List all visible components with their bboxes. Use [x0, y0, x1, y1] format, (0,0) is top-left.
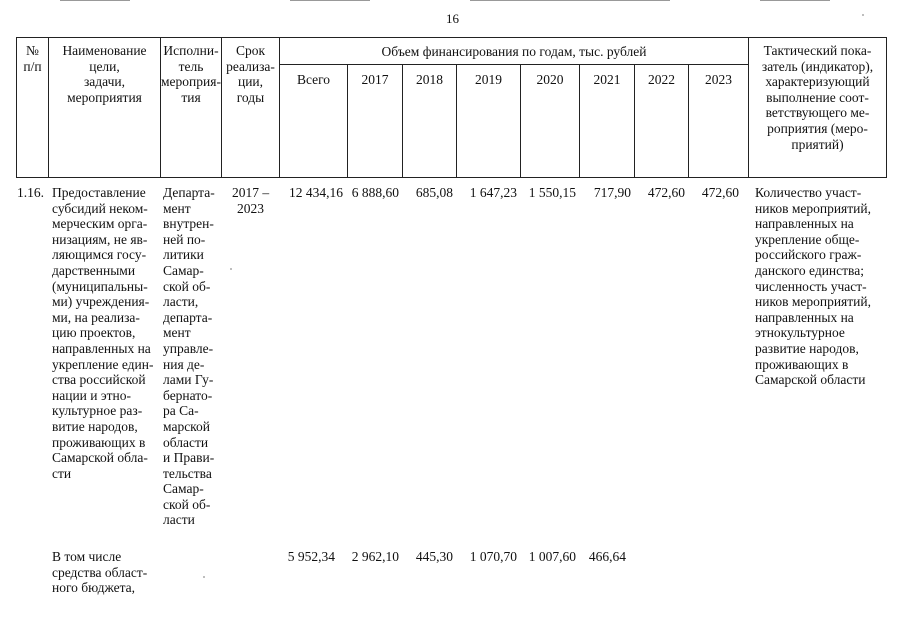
header-year-2021: 2021	[593, 72, 621, 87]
subrow-value-2017: 2 962,10	[351, 549, 399, 564]
header-year-2018: 2018	[416, 72, 443, 87]
row-value-2021: 717,90	[593, 185, 631, 200]
subrow-total: 5 952,34	[287, 549, 335, 564]
row-value-2020: 1 550,15	[528, 185, 576, 200]
row-total: 12 434,16	[289, 185, 343, 200]
row-indicator: Количество участ- ников мероприятий, направленных на укрепление обще- российского граж- данского единства; численность участ- ников мероприятий, направленных на этнокультурное развитие народов, проживающих в Самарской области	[755, 185, 871, 388]
header-indicator: Тактический пока- затель (индикатор), характеризующий выполнение соот- ветствующего ме- роприятия (меро- приятий)	[761, 43, 874, 152]
subrow-value-2021: 466,64	[588, 549, 626, 564]
subrow-name: В том числе средства област- ного бюджета,	[52, 549, 148, 596]
header-year-2020: 2020	[536, 72, 564, 87]
row-value-2019: 1 647,23	[469, 185, 517, 200]
row-value-2022: 472,60	[647, 185, 685, 200]
page-number: 16	[446, 11, 459, 26]
header-executor: Исполни- тель мероприя- тия	[161, 43, 221, 105]
row-value-2018: 685,08	[415, 185, 453, 200]
scan-artifact	[60, 0, 130, 1]
header-name: Наименование цели, задачи, мероприятия	[62, 43, 147, 105]
row-term: 2017 – 2023	[231, 185, 270, 216]
header-year-2019: 2019	[475, 72, 502, 87]
scan-artifact	[760, 0, 830, 1]
col-border	[886, 37, 887, 178]
subrow-value-2020: 1 007,60	[528, 549, 576, 564]
header-total: Всего	[296, 72, 331, 87]
scan-speck	[230, 268, 232, 270]
row-name: Предоставление субсидий неком- мерческим орга- низациям, не яв- ляющимся госу- дарственными (муниципальны- ми) учреждения- ми, на реализа- цию проектов, направленных на укрепление един- ства российской нации и этно- культурное раз- витие народов, проживающих в Самарской обла- сти	[52, 185, 154, 481]
subrow-value-2019: 1 070,70	[469, 549, 517, 564]
header-year-2023: 2023	[705, 72, 732, 87]
header-num: № п/п	[23, 43, 42, 74]
scan-speck	[203, 576, 205, 578]
table-top-border	[16, 37, 887, 38]
subrow-value-2018: 445,30	[415, 549, 453, 564]
row-executor: Департа- мент внутрен- ней по- литики Самар- ской об- ласти, департа- мент управле- ния де- лами Гу- бернато- ра Са- марской области и Прави- тельства Самар- ской об- ласти	[163, 185, 215, 528]
scan-artifact	[470, 0, 670, 1]
header-year-2017: 2017	[361, 72, 389, 87]
row-number: 1.16.	[17, 185, 44, 200]
header-year-2022: 2022	[648, 72, 675, 87]
header-bottom-border	[16, 177, 887, 178]
header-funding: Объем финансирования по годам, тыс. рублей	[381, 44, 647, 59]
header-term: Срок реализа- ции, годы	[226, 43, 275, 105]
row-value-2023: 472,60	[701, 185, 739, 200]
funding-header-divider	[279, 64, 748, 65]
scan-artifact	[290, 0, 370, 1]
row-value-2017: 6 888,60	[351, 185, 399, 200]
